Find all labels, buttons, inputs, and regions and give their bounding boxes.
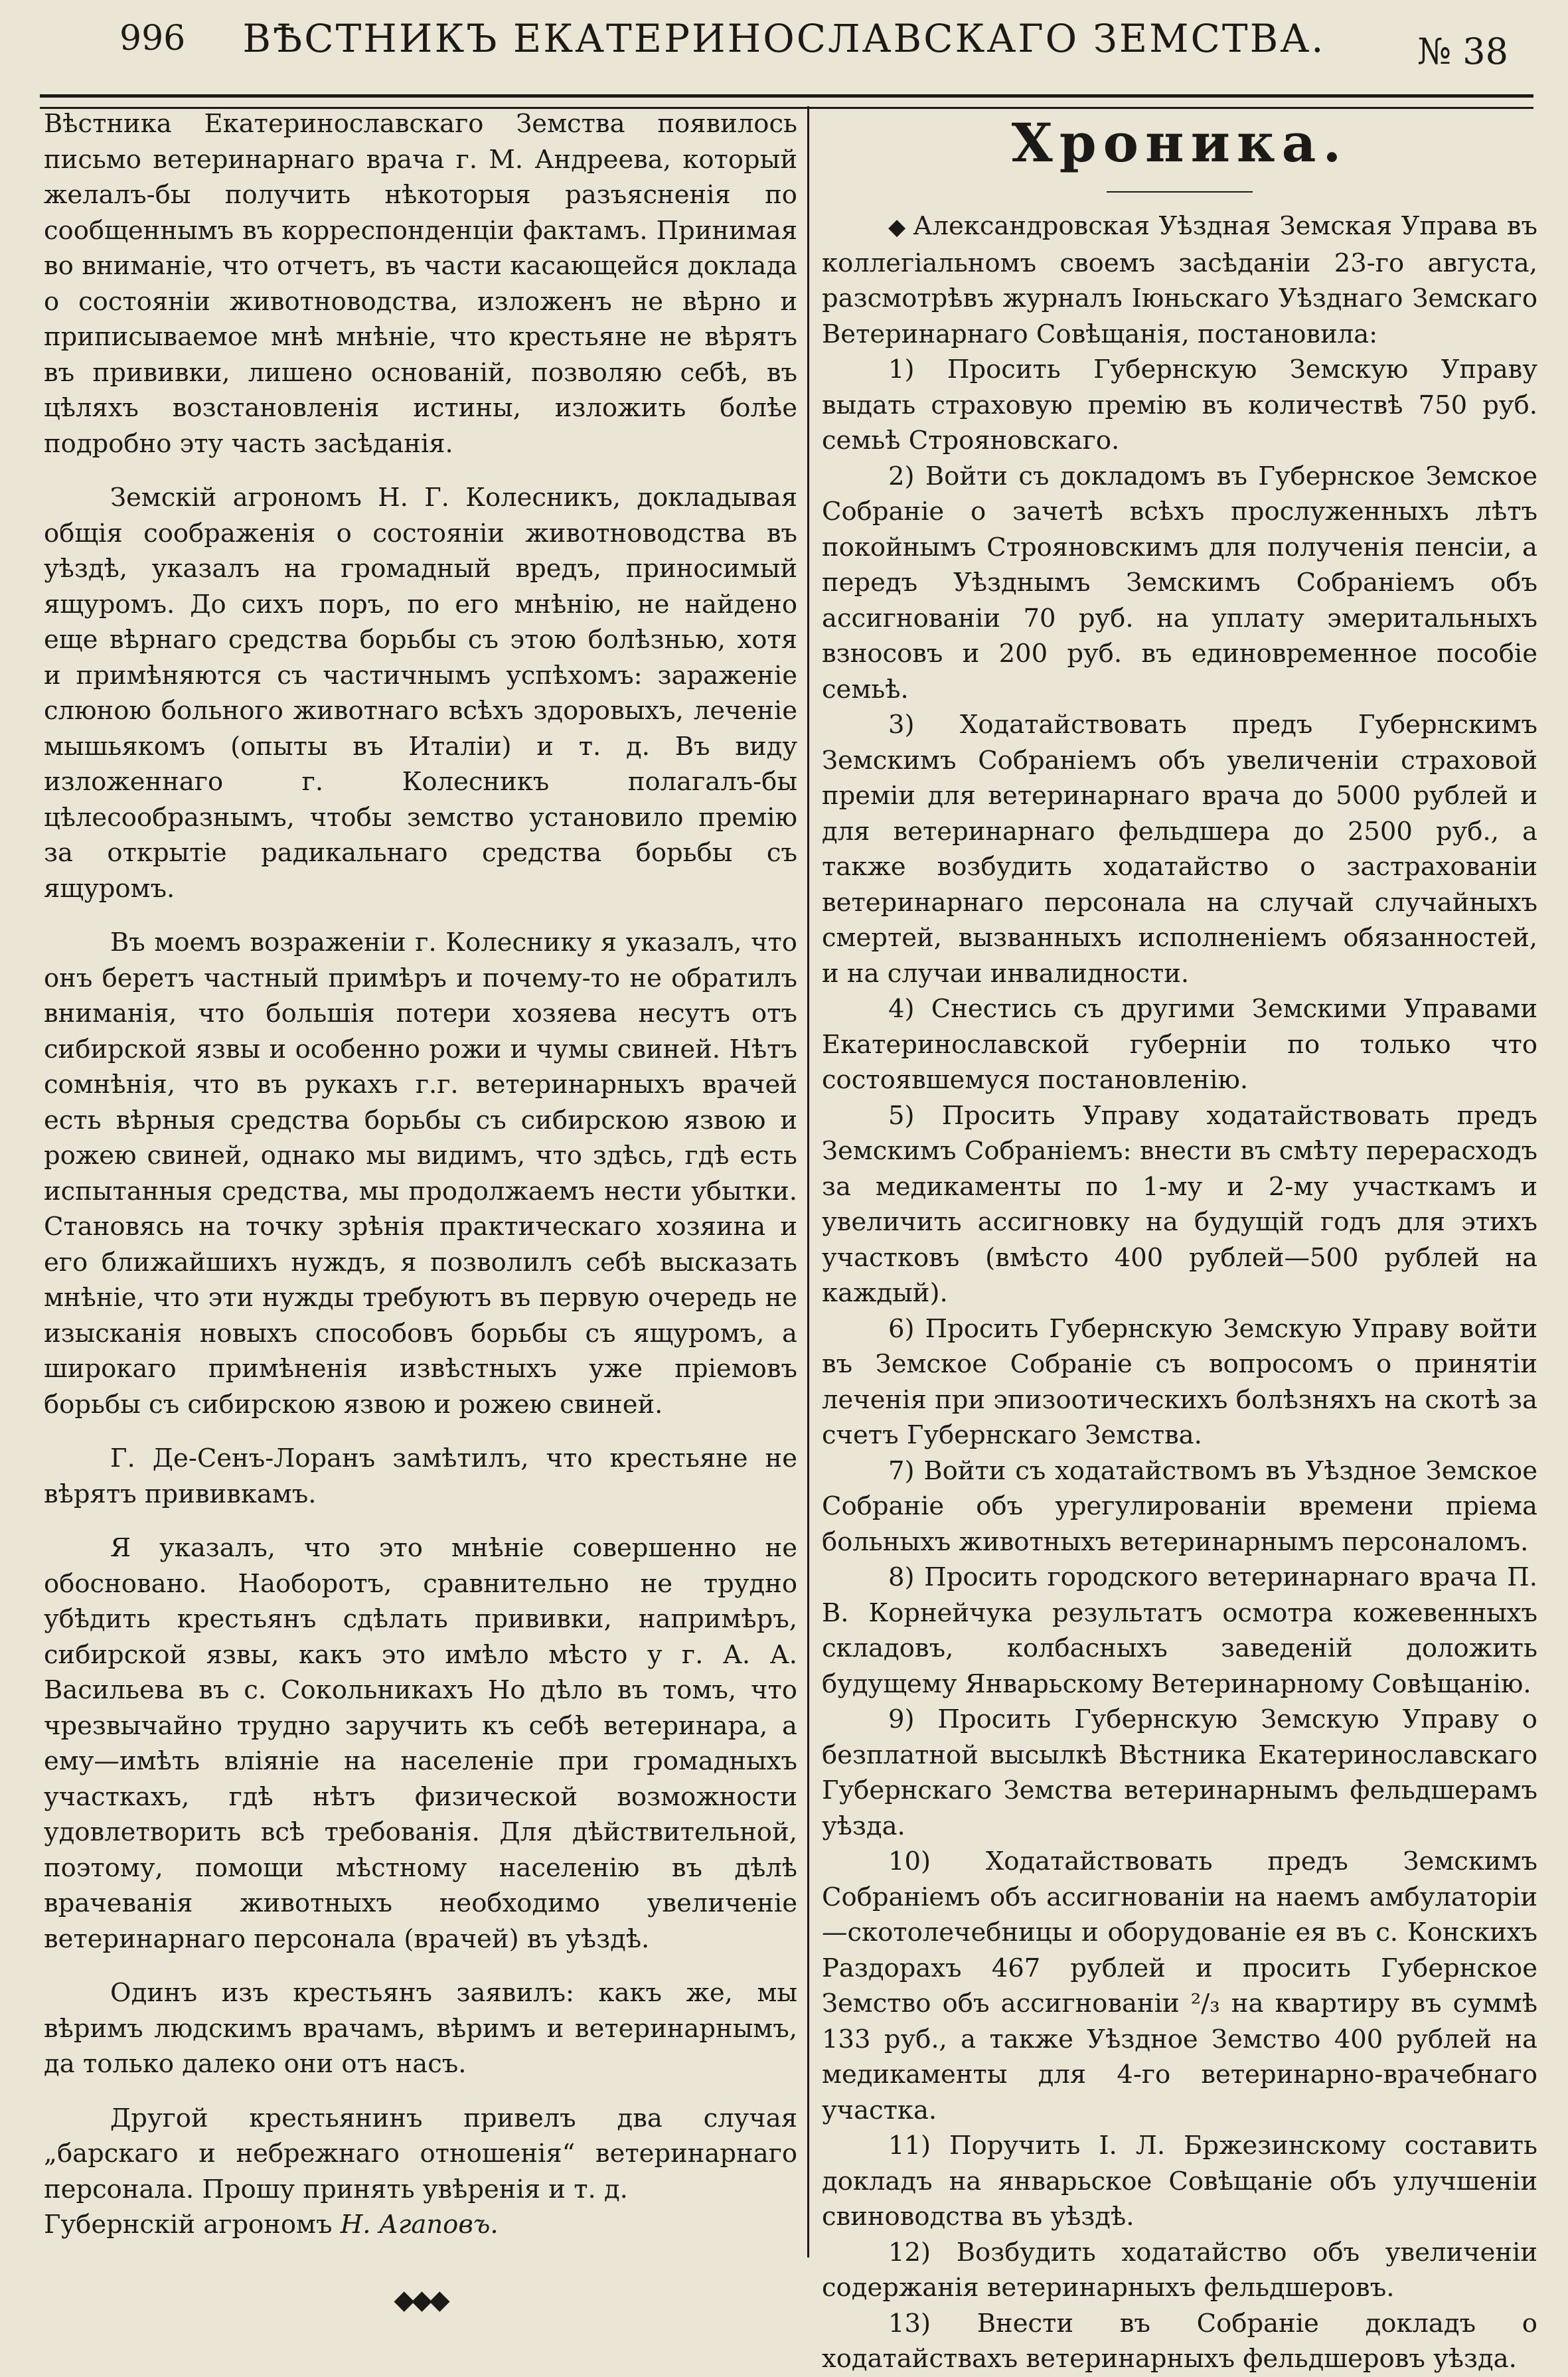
resolution-item: 11) Поручить І. Л. Бржезинскому составить докладъ на январьское Совѣщаніе объ улучшеніи свиноводства въ уѣздѣ. [822, 2131, 1537, 2232]
diamond-bullet-icon: ◆ [888, 214, 907, 240]
paragraph: Въ моемъ возраженіи г. Колеснику я указалъ, что онъ беретъ частный примѣръ и почему-то не обратилъ вниманія, что большія потери хозяева несутъ отъ сибирской язвы и особенно рожи и чумы свиней. Нѣтъ сомнѣнія, что въ рукахъ г.г. ветеринарныхъ врачей есть вѣрныя средства борьбы съ сибирскою язвою и рожею свиней, однако мы видимъ, что здѣсь, гдѣ есть испытанныя средства, мы продолжаемъ нести убытки. Становясь на точку зрѣнія практическаго хозяина и его ближайшихъ нуждъ, я позволилъ себѣ высказать мнѣніе, что эти нужды требуютъ въ первую очередь не изысканія новыхъ способовъ борьбы съ ящуромъ, а широкаго примѣненія извѣстныхъ уже пріемовъ борьбы съ сибирскою язвою и рожею свиней. [44, 928, 797, 1420]
resolution-item: 9) Просить Губернскую Земскую Управу о безплатной высылкѣ Вѣстника Екатеринославскаго Губернскаго Земства ветеринарнымъ фельдшерамъ уѣзда. [822, 1704, 1537, 1841]
resolution-item: 7) Войти съ ходатайствомъ въ Уѣздное Земское Собраніе объ урегулированіи времени пріема больныхъ животныхъ ветеринарнымъ персоналомъ. [822, 1455, 1537, 1557]
signature [44, 2207, 797, 2243]
signature-title: Губернскій агрономъ [44, 2210, 333, 2240]
issue-number: № 38 [1417, 31, 1508, 72]
signature-name: Н. Агаповъ. [340, 2210, 499, 2240]
title-rule [1107, 191, 1253, 193]
column-divider [807, 106, 809, 2257]
paragraph: Одинъ изъ крестьянъ заявилъ: какъ же, мы вѣримъ людскимъ врачамъ, вѣримъ и ветеринарнымъ, да только далеко они отъ насъ. [44, 1978, 797, 2079]
page-number: 996 [119, 19, 186, 58]
paragraph: Я указалъ, что это мнѣніе совершенно не обосновано. Наоборотъ, сравнительно не трудно убѣдить крестьянъ сдѣлать прививки, напримѣръ, сибирской язвы, какъ это имѣло мѣсто у г. А. А. Васильева въ с. Сокольникахъ Но дѣло въ томъ, что чрезвычайно трудно заручить къ себѣ ветеринара, а ему—имѣть вліяніе на населеніе при громадныхъ участкахъ, гдѣ нѣтъ физической возможности удовлетворить всѣ требованія. Для дѣйствительной, поэтому, помощи мѣстному населенію въ дѣлѣ врачеванія животныхъ необходимо увеличеніе ветеринарнаго персонала (врачей) въ уѣздѣ. [44, 1533, 797, 1954]
resolution-item: 4) Снестись съ другими Земскими Управами Екатеринославской губерніи по только что состоявшемуся постановленію. [822, 994, 1537, 1095]
right-column [822, 106, 1537, 2377]
section-title: Хроника. [1011, 112, 1348, 174]
page-header [0, 0, 1568, 93]
resolution-item: 12) Возбудить ходатайство объ увеличеніи содержанія ветеринарныхъ фельдшеровъ. [822, 2237, 1537, 2303]
intro-text: Александровская Уѣздная Земская Управа въ коллегіальномъ своемъ засѣданіи 23-го августа, разсмотрѣвъ журналъ Іюньскаго Уѣзднаго Земскаго Ветеринарнаго Совѣщанія, постановила: [822, 211, 1537, 349]
resolution-item: 3) Ходатайствовать предъ Губернскимъ Земскимъ Собраніемъ объ увеличеніи страховой преміи для ветеринарнаго врача до 5000 рублей и для ветеринарнаго фельдшера до 2500 руб., а также возбудить ходатайство о застрахованіи ветеринарнаго персонала на случай случайныхъ смертей, вызванныхъ исполненіемъ обязанностей, и на случаи инвалидности. [822, 710, 1537, 989]
running-title: ВѢСТНИКЪ ЕКАТЕРИНОСЛАВСКАГО ЗЕМСТВА. [242, 16, 1326, 61]
resolution-item: 1) Просить Губернскую Земскую Управу выдать страховую премію въ количествѣ 750 руб. семьѣ Строяновскаго. [822, 355, 1537, 455]
resolution-item: 13) Внести въ Собраніе докладъ о ходатайствахъ ветеринарныхъ фельдшеровъ уѣзда. [822, 2308, 1537, 2374]
paragraph: Вѣстника Екатеринославскаго Земства появилось письмо ветеринарнаго врача г. М. Андреева, который желалъ-бы получить нѣкоторыя разъясненія по сообщеннымъ въ корреспонденціи фактамъ. Принимая во вниманіе, что отчетъ, въ части касающейся доклада о состояніи животноводства, изложенъ не вѣрно и приписываемое мнѣ мнѣніе, что крестьяне не вѣрятъ въ прививки, лишено основаній, позволяю себѣ, въ цѣляхъ возстановленія истины, изложить болѣе подробно эту часть засѣданія. [44, 109, 797, 459]
left-column [44, 106, 797, 2318]
resolution-item: 2) Войти съ докладомъ въ Губернское Земское Собраніе о зачетѣ всѣхъ прослуженныхъ лѣтъ покойнымъ Строяновскимъ для полученія пенсіи, а передъ Уѣзднымъ Земскимъ Собраніемъ объ ассигнованіи 70 руб. на уплату эмеритальныхъ взносовъ и 200 руб. въ единовременное пособіе семьѣ. [822, 461, 1537, 704]
resolution-item: 6) Просить Губернскую Земскую Управу войти въ Земское Собраніе съ вопросомъ о принятіи леченія при эпизоотическихъ болѣзняхъ на скотѣ за счетъ Губернскаго Земства. [822, 1313, 1537, 1450]
chronicle-intro [822, 208, 1537, 352]
resolution-item: 5) Просить Управу ходатайствовать предъ Земскимъ Собраніемъ: внести въ смѣту перерасходъ за медикаменты по 1-му и 2-му участкамъ и увеличить ассигновку на будущій годъ для этихъ участковъ (вмѣсто 400 рублей—500 рублей на каждый). [822, 1100, 1537, 1308]
ornament: ◆◆◆ [394, 2284, 447, 2315]
paragraph: Г. Де-Сенъ-Лоранъ замѣтилъ, что крестьяне не вѣрятъ прививкамъ. [44, 1443, 797, 1509]
resolution-item: 10) Ходатайствовать предъ Земскимъ Собраніемъ объ ассигнованіи на наемъ амбулаторіи—скотолечебницы и оборудованіе ея въ с. Конскихъ Раздорахъ 467 рублей и просить Губернское Земство объ ассигнованіи ²/₃ на квартиру въ суммѣ 133 руб., а также Уѣздное Земство 400 рублей на медикаменты для 4-го ветеринарно-врачебнаго участка. [822, 1846, 1537, 2125]
paragraph: Другой крестьянинъ привелъ два случая „барскаго и небрежнаго отношенія“ ветеринарнаго персонала. Прошу принять увѣренія и т. д. [44, 2103, 797, 2204]
paragraph: Земскій агрономъ Н. Г. Колесникъ, докладывая общія соображенія о состояніи животноводства въ уѣздѣ, указалъ на громадный вредъ, приносимый ящуромъ. До сихъ поръ, по его мнѣнію, не найдено еще вѣрнаго средства борьбы съ этою болѣзнью, хотя и примѣняются съ частичнымъ успѣхомъ: зараженіе слюною больного животнаго всѣхъ здоровыхъ, леченіе мышьякомъ (опыты въ Италіи) и т. д. Въ виду изложеннаго г. Колесникъ полагалъ-бы цѣлесообразнымъ, чтобы земство установило премію за открытіе радикальнаго средства борьбы съ ящуромъ. [44, 483, 797, 904]
resolution-item: 8) Просить городского ветеринарнаго врача П. В. Корнейчука результатъ осмотра кожевенныхъ складовъ, колбасныхъ заведеній доложить будущему Январьскому Ветеринарному Совѣщанію. [822, 1562, 1537, 1699]
